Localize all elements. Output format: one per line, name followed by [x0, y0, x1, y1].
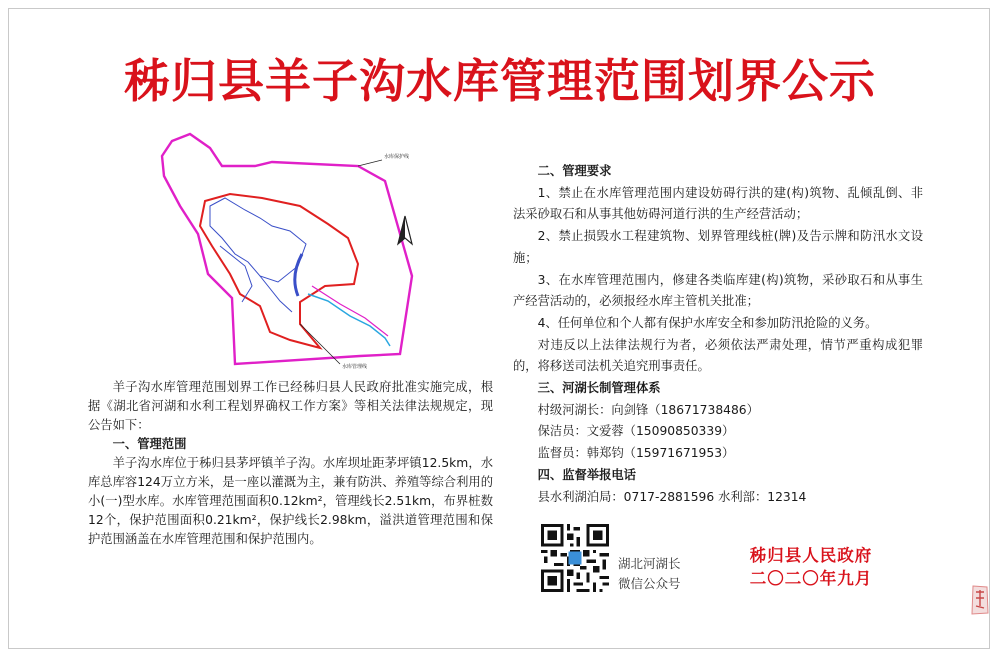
hotline-line: 县水利湖泊局：0717-2881596 水利部：12314 — [537, 489, 807, 504]
section3-heading: 三、河湖长制管理体系 — [537, 381, 661, 396]
wechat-qr-code — [541, 524, 609, 592]
requirement-item: 1、禁止在水库管理范围内建设妨碍行洪的建(构)筑物、乱倾乱倒、非法采砂取石和从事其他妨碍河道行洪的生产经营活动； — [513, 185, 923, 222]
issuer-block — [736, 544, 886, 590]
requirement-item: 2、禁止损毁水工程建筑物、划界管理线桩(牌)及告示牌和防汛水文设施； — [513, 229, 923, 265]
protection-line-label: 水库保护线 — [384, 154, 410, 160]
wechat-caption — [618, 554, 681, 594]
spillway-bank — [312, 286, 388, 336]
requirement-item: 3、在水库管理范围内，修建各类临库建(构)筑物，采砂取石和从事生产经营活动的，必须报经水库主管机关批准； — [513, 272, 923, 309]
intro-paragraph: 羊子沟水库管理范围划界工作已经秭归县人民政府批准实施完成，根据《湖北省河湖和水利工程划界确权工作方案》等相关法律法规规定，现公告如下： — [88, 380, 493, 432]
wechat-caption-line2: 微信公众号 — [618, 576, 681, 591]
section1-heading: 一、管理范围 — [112, 437, 187, 451]
management-line-label: 水库管理线 — [342, 364, 368, 370]
dam-arc — [295, 254, 302, 296]
notice-title: 秭归县羊子沟水库管理范围划界公示 — [124, 54, 876, 108]
penalty-paragraph: 对违反以上法律法规行为者，必须依法严肃处理，情节严重构成犯罪的，将移送司法机关追究刑事责任。 — [513, 337, 923, 374]
reservoir-boundary-map — [150, 126, 450, 376]
section4-heading: 四、监督举报电话 — [537, 467, 636, 482]
right-column — [513, 161, 923, 508]
issuer-org: 秭归县人民政府 — [749, 546, 873, 565]
wechat-caption-line1: 湖北河湖长 — [618, 556, 681, 571]
reservoir-water-outline — [210, 198, 306, 282]
section2-heading: 二、管理要求 — [537, 164, 612, 178]
section1-body: 羊子沟水库位于秭归县茅坪镇羊子沟。水库坝址距茅坪镇12.5km，水库总库容124万立方米，是一座以灌溉为主，兼有防洪、养殖等综合利用的小(一)型水库。水库管理范围面积0.12km²，管理线长2.51km，布界桩数12个，保护范围面积0.21km²，保护线长2.98km，溢洪道管理范围和保护范围涵盖在水库管理范围和保护范围内。 — [88, 456, 493, 546]
requirement-item: 4、任何单位和个人都有保护水库安全和参加防汛抢险的义务。 — [537, 315, 878, 330]
cleaner-line: 保洁员：文爱蓉（15090850339） — [537, 424, 735, 439]
issue-date: 二〇二〇年九月 — [749, 569, 873, 588]
supervisor-line: 监督员：韩郑钧（15971671953） — [537, 446, 735, 461]
management-boundary-line — [200, 194, 358, 348]
left-column — [88, 378, 493, 549]
river-chief-line: 村级河湖长：向剑锋（18671738486） — [537, 402, 759, 417]
artist-seal-icon — [969, 584, 991, 616]
spillway-channel — [308, 294, 390, 346]
